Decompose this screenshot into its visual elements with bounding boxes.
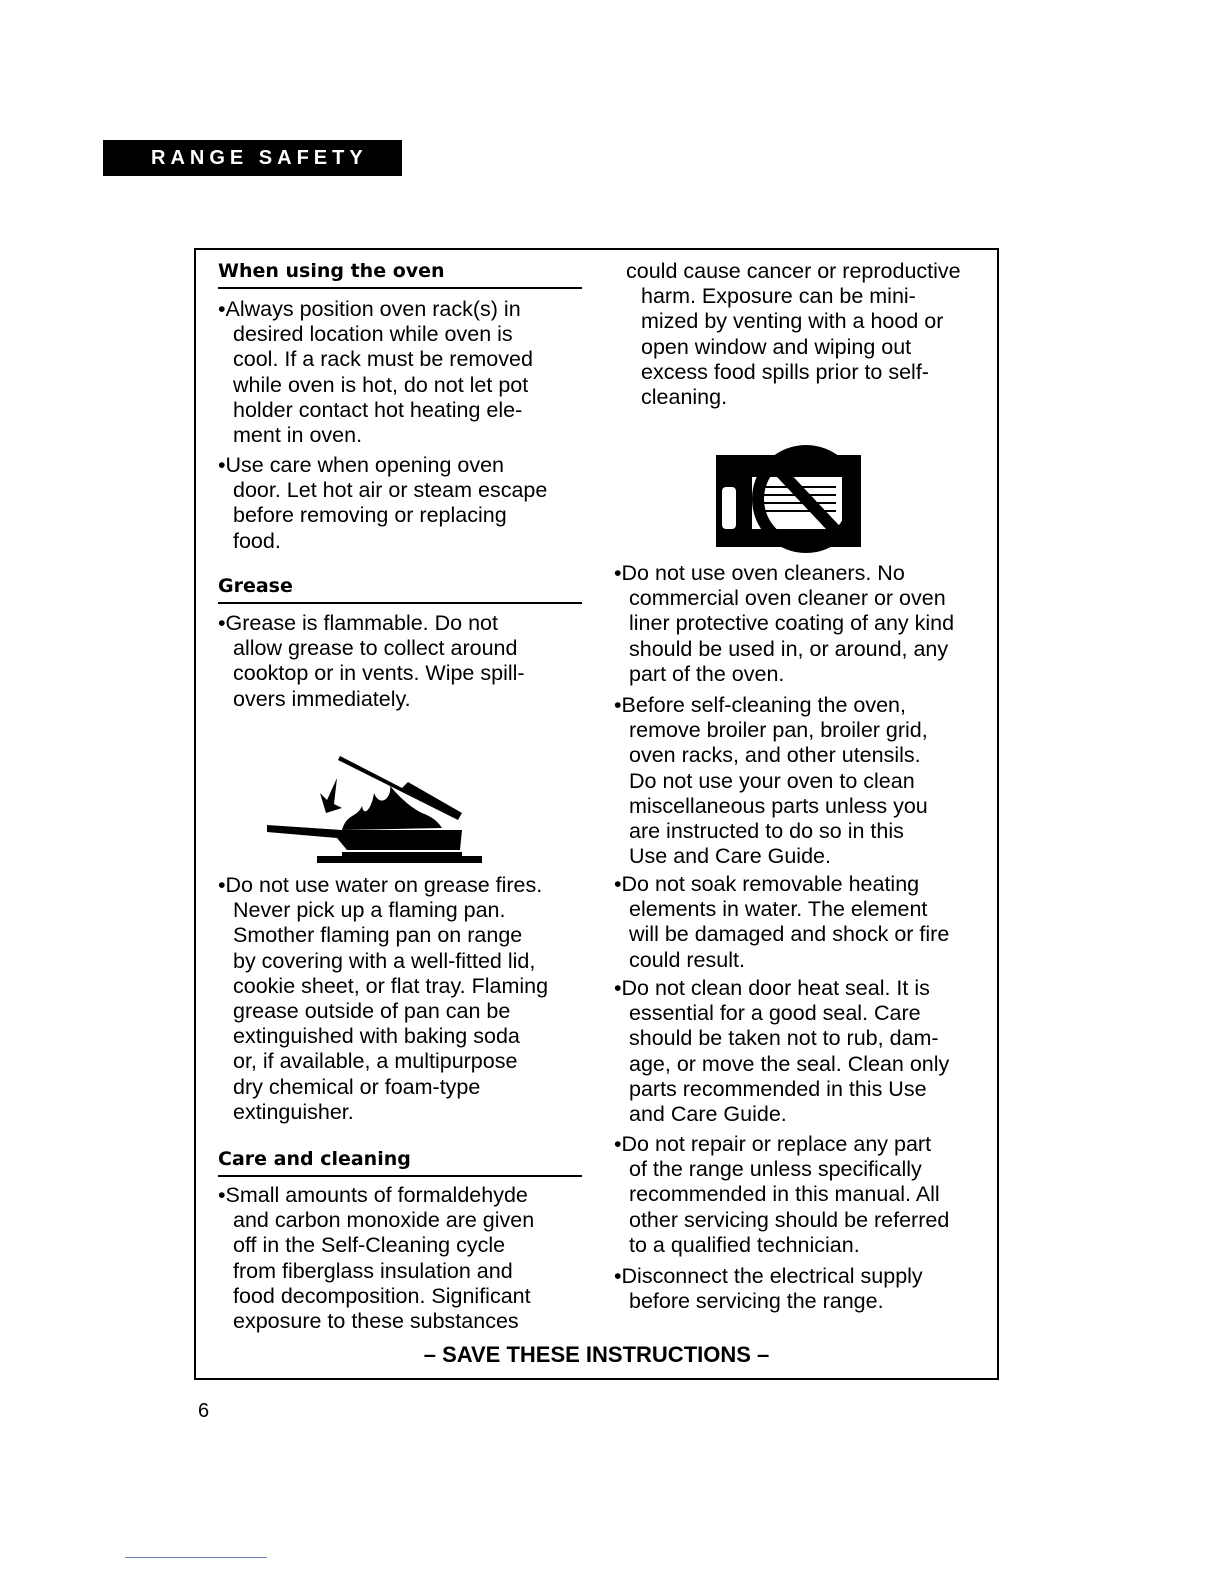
text-line: ment in oven. <box>233 423 363 448</box>
text-line: recommended in this manual. All <box>629 1182 940 1207</box>
text-line: remove broiler pan, broiler grid, <box>629 718 928 743</box>
bullet-before-self-clean <box>614 693 928 869</box>
text-line: Do not use your oven to clean <box>629 768 915 793</box>
text-line: mized by venting with a hood or <box>641 309 944 334</box>
text-line: Never pick up a flaming pan. <box>233 898 506 923</box>
text-line: by covering with a well-fitted lid, <box>233 948 536 973</box>
no-oven-cleaner-icon <box>706 437 866 557</box>
text-line: grease outside of pan can be <box>233 999 511 1024</box>
heading-care-cleaning: Care and cleaning <box>218 1147 582 1177</box>
text-line: dry chemical or foam-type <box>233 1074 481 1099</box>
text-line: excess food spills prior to self- <box>641 359 929 384</box>
text-line: age, or move the seal. Clean only <box>629 1051 950 1076</box>
text-line: allow grease to collect around <box>233 636 518 661</box>
text-line: cool. If a rack must be removed <box>233 347 533 372</box>
text-line: will be damaged and shock or fire <box>629 922 950 947</box>
text-line: food decomposition. Significant <box>233 1283 531 1308</box>
text-line: could cause cancer or reproductive <box>626 259 961 283</box>
bullet-disconnect <box>614 1264 923 1314</box>
heading-grease: Grease <box>218 574 582 604</box>
text-line: •Do not repair or replace any part <box>614 1132 932 1156</box>
bullet-oven-door <box>218 453 547 554</box>
heading-oven: When using the oven <box>218 259 582 289</box>
text-line: to a qualified technician. <box>629 1232 860 1257</box>
bullet-grease-flammable <box>218 611 525 712</box>
text-line: •Disconnect the electrical supply <box>614 1264 923 1288</box>
text-line: parts recommended in this Use <box>629 1076 927 1101</box>
grease-fire-pan-icon <box>262 738 482 863</box>
text-line: food. <box>233 528 281 553</box>
text-line: part of the oven. <box>629 661 785 686</box>
text-line: cooktop or in vents. Wipe spill- <box>233 661 525 686</box>
text-line: exposure to these substances <box>233 1309 519 1334</box>
paragraph-continuation <box>626 259 961 410</box>
text-line: •Use care when opening oven <box>218 453 505 477</box>
text-line: extinguisher. <box>233 1099 354 1124</box>
text-line: oven racks, and other utensils. <box>629 743 921 768</box>
text-line: •Before self-cleaning the oven, <box>614 693 906 717</box>
text-line: •Do not clean door heat seal. It is <box>614 976 930 1000</box>
footer-rule <box>125 1557 267 1558</box>
text-line: •Always position oven rack(s) in <box>218 297 521 321</box>
text-line: open window and wiping out <box>641 334 912 359</box>
text-line: and carbon monoxide are given <box>233 1208 535 1233</box>
text-line: or, if available, a multipurpose <box>233 1049 518 1074</box>
text-line: holder contact hot heating ele- <box>233 397 523 422</box>
text-line: are instructed to do so in this <box>629 819 904 844</box>
text-line: from fiberglass insulation and <box>233 1258 513 1283</box>
text-line: before removing or replacing <box>233 503 507 528</box>
text-line: Use and Care Guide. <box>629 844 831 869</box>
page-number: 6 <box>198 1400 210 1422</box>
save-instructions: – SAVE THESE INSTRUCTIONS – <box>423 1342 770 1367</box>
bullet-door-seal <box>614 976 949 1127</box>
text-line: Smother flaming pan on range <box>233 923 523 948</box>
text-line: overs immediately. <box>233 686 411 711</box>
text-line: •Grease is flammable. Do not <box>218 611 498 635</box>
text-line: liner protective coating of any kind <box>629 611 955 636</box>
text-line: cookie sheet, or flat tray. Flaming <box>233 973 549 998</box>
bullet-formaldehyde <box>218 1183 534 1334</box>
text-line: miscellaneous parts unless you <box>629 793 928 818</box>
text-line: off in the Self-Cleaning cycle <box>233 1233 506 1258</box>
text-line: essential for a good seal. Care <box>629 1001 921 1026</box>
text-line: •Do not soak removable heating <box>614 872 920 896</box>
section-banner: RANGE SAFETY <box>103 140 402 176</box>
text-line: before servicing the range. <box>629 1289 884 1314</box>
bullet-repair <box>614 1132 949 1258</box>
bullet-oven-rack <box>218 297 533 448</box>
text-line: •Do not use water on grease fires. <box>218 873 543 897</box>
bullet-oven-cleaners <box>614 561 954 687</box>
text-line: of the range unless specifically <box>629 1157 922 1182</box>
text-line: and Care Guide. <box>629 1102 787 1127</box>
text-line: should be taken not to rub, dam- <box>629 1026 939 1051</box>
text-line: extinguished with baking soda <box>233 1024 520 1049</box>
bullet-heating-elements <box>614 872 949 973</box>
text-line: elements in water. The element <box>629 897 928 922</box>
bullet-grease-fire <box>218 873 548 1125</box>
text-line: •Do not use oven cleaners. No <box>614 561 905 585</box>
text-line: commercial oven cleaner or oven <box>629 586 946 611</box>
text-line: other servicing should be referred <box>629 1207 950 1232</box>
text-line: •Small amounts of formaldehyde <box>218 1183 528 1207</box>
text-line: could result. <box>629 947 745 972</box>
text-line: desired location while oven is <box>233 322 513 347</box>
text-line: harm. Exposure can be mini- <box>641 284 916 309</box>
text-line: while oven is hot, do not let pot <box>233 372 529 397</box>
text-line: door. Let hot air or steam escape <box>233 478 548 503</box>
text-line: should be used in, or around, any <box>629 636 949 661</box>
text-line: cleaning. <box>641 385 728 410</box>
